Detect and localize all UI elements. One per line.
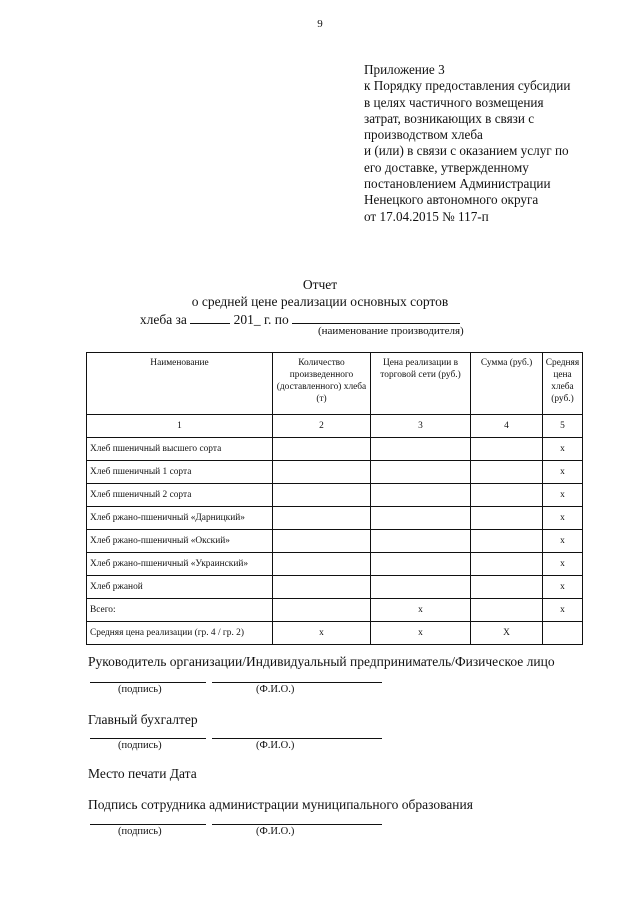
quantity-cell[interactable]: [273, 553, 371, 576]
appendix-line: постановлением Администрации: [364, 176, 551, 192]
report-subtitle: о средней цене реализации основных сортов: [191, 294, 449, 309]
price-cell[interactable]: [371, 461, 471, 484]
appendix-line: и (или) в связи с оказанием услуг по: [364, 143, 569, 159]
sum-cell[interactable]: [471, 461, 543, 484]
sum-cell[interactable]: [471, 599, 543, 622]
sum-cell: X: [471, 622, 543, 645]
average-cell: x: [543, 576, 583, 599]
period-prefix: хлеба за: [139, 312, 187, 327]
price-report-table: [86, 352, 583, 645]
accountant-name-caption: (Ф.И.О.): [256, 740, 295, 751]
price-cell: x: [371, 622, 471, 645]
table-row-total: [87, 599, 583, 622]
price-cell[interactable]: [371, 530, 471, 553]
average-cell: x: [543, 553, 583, 576]
price-cell: x: [371, 599, 471, 622]
period-year: 201_ г. по: [233, 312, 289, 327]
table-row-average: [87, 622, 583, 645]
admin-name-caption: (Ф.И.О.): [256, 826, 295, 837]
quantity-cell[interactable]: [273, 530, 371, 553]
col-number: 4: [471, 415, 543, 438]
average-cell: x: [543, 530, 583, 553]
average-cell: x: [543, 461, 583, 484]
page-number: 9: [317, 18, 323, 30]
header-price: Цена реализации в торговой сети (руб.): [371, 353, 471, 415]
head-signature-label: Руководитель организации/Индивидуальный предприниматель/Физическое лицо: [88, 654, 555, 669]
header-quantity: Количество произведенного (доставленного) хлеба (т): [273, 353, 371, 415]
average-cell: x: [543, 507, 583, 530]
accountant-sign-caption: (подпись): [118, 740, 162, 751]
average-cell: x: [543, 599, 583, 622]
row-label: Хлеб ржаной: [87, 576, 273, 599]
producer-name-blank[interactable]: [292, 310, 460, 324]
accountant-name-line[interactable]: [212, 738, 382, 739]
table-row: [87, 576, 583, 599]
table-number-row: [87, 415, 583, 438]
row-label: Хлеб пшеничный высшего сорта: [87, 438, 273, 461]
appendix-line: от 17.04.2015 № 117-п: [364, 208, 489, 224]
col-number: 3: [371, 415, 471, 438]
appendix-line: его доставке, утвержденному: [364, 159, 529, 175]
quantity-cell[interactable]: [273, 461, 371, 484]
sum-cell[interactable]: [471, 484, 543, 507]
table-row: [87, 484, 583, 507]
sum-cell[interactable]: [471, 553, 543, 576]
sum-cell[interactable]: [471, 507, 543, 530]
table-row: [87, 507, 583, 530]
accountant-signature-line[interactable]: [90, 738, 206, 739]
sum-cell[interactable]: [471, 438, 543, 461]
sum-cell[interactable]: [471, 530, 543, 553]
price-cell[interactable]: [371, 438, 471, 461]
admin-signature-line[interactable]: [90, 824, 206, 825]
report-title: Отчет: [302, 277, 338, 292]
appendix-line: Приложение 3: [364, 62, 445, 77]
price-cell[interactable]: [371, 553, 471, 576]
header-sum: Сумма (руб.): [471, 353, 543, 415]
average-cell: x: [543, 438, 583, 461]
row-label: Хлеб ржано-пшеничный «Дарницкий»: [87, 507, 273, 530]
admin-sign-caption: (подпись): [118, 826, 162, 837]
row-label: Всего:: [87, 599, 273, 622]
stamp-date-label: Место печати Дата: [88, 766, 197, 781]
price-cell[interactable]: [371, 507, 471, 530]
appendix-line: затрат, возникающих в связи с: [364, 110, 535, 126]
appendix-header: [364, 62, 634, 225]
quantity-cell[interactable]: [273, 599, 371, 622]
table-row: [87, 553, 583, 576]
quantity-cell[interactable]: [273, 438, 371, 461]
sum-cell[interactable]: [471, 576, 543, 599]
quantity-cell[interactable]: [273, 484, 371, 507]
head-name-caption: (Ф.И.О.): [256, 684, 295, 695]
quantity-cell: x: [273, 622, 371, 645]
row-label: Хлеб пшеничный 2 сорта: [87, 484, 273, 507]
row-label: Средняя цена реализации (гр. 4 / гр. 2): [87, 622, 273, 645]
quantity-cell[interactable]: [273, 507, 371, 530]
head-sign-caption: (подпись): [118, 684, 162, 695]
price-cell[interactable]: [371, 576, 471, 599]
table-row: [87, 438, 583, 461]
report-title-block: [0, 276, 640, 328]
admin-signature-label: Подпись сотрудника администрации муниципального образования: [88, 797, 473, 812]
appendix-line: производством хлеба: [364, 127, 483, 143]
header-average: Средняя цена хлеба (руб.): [543, 353, 583, 415]
period-month-blank[interactable]: [190, 310, 230, 324]
accountant-label: Главный бухгалтер: [88, 712, 198, 727]
table-header-row: [87, 353, 583, 415]
quantity-cell[interactable]: [273, 576, 371, 599]
table-row: [87, 461, 583, 484]
row-label: Хлеб ржано-пшеничный «Окский»: [87, 530, 273, 553]
header-name: Наименование: [87, 353, 273, 415]
appendix-line: Ненецкого автономного округа: [364, 192, 539, 208]
appendix-line: в целях частичного возмещения: [364, 94, 544, 110]
col-number: 2: [273, 415, 371, 438]
average-cell[interactable]: [543, 622, 583, 645]
average-cell: x: [543, 484, 583, 507]
row-label: Хлеб ржано-пшеничный «Украинский»: [87, 553, 273, 576]
table-row: [87, 530, 583, 553]
admin-name-line[interactable]: [212, 824, 382, 825]
row-label: Хлеб пшеничный 1 сорта: [87, 461, 273, 484]
price-cell[interactable]: [371, 484, 471, 507]
col-number: 1: [87, 415, 273, 438]
head-name-line[interactable]: [212, 682, 382, 683]
producer-hint: (наименование производителя): [318, 325, 464, 337]
appendix-line: к Порядку предоставления субсидии: [364, 78, 571, 94]
col-number: 5: [543, 415, 583, 438]
head-signature-line[interactable]: [90, 682, 206, 683]
